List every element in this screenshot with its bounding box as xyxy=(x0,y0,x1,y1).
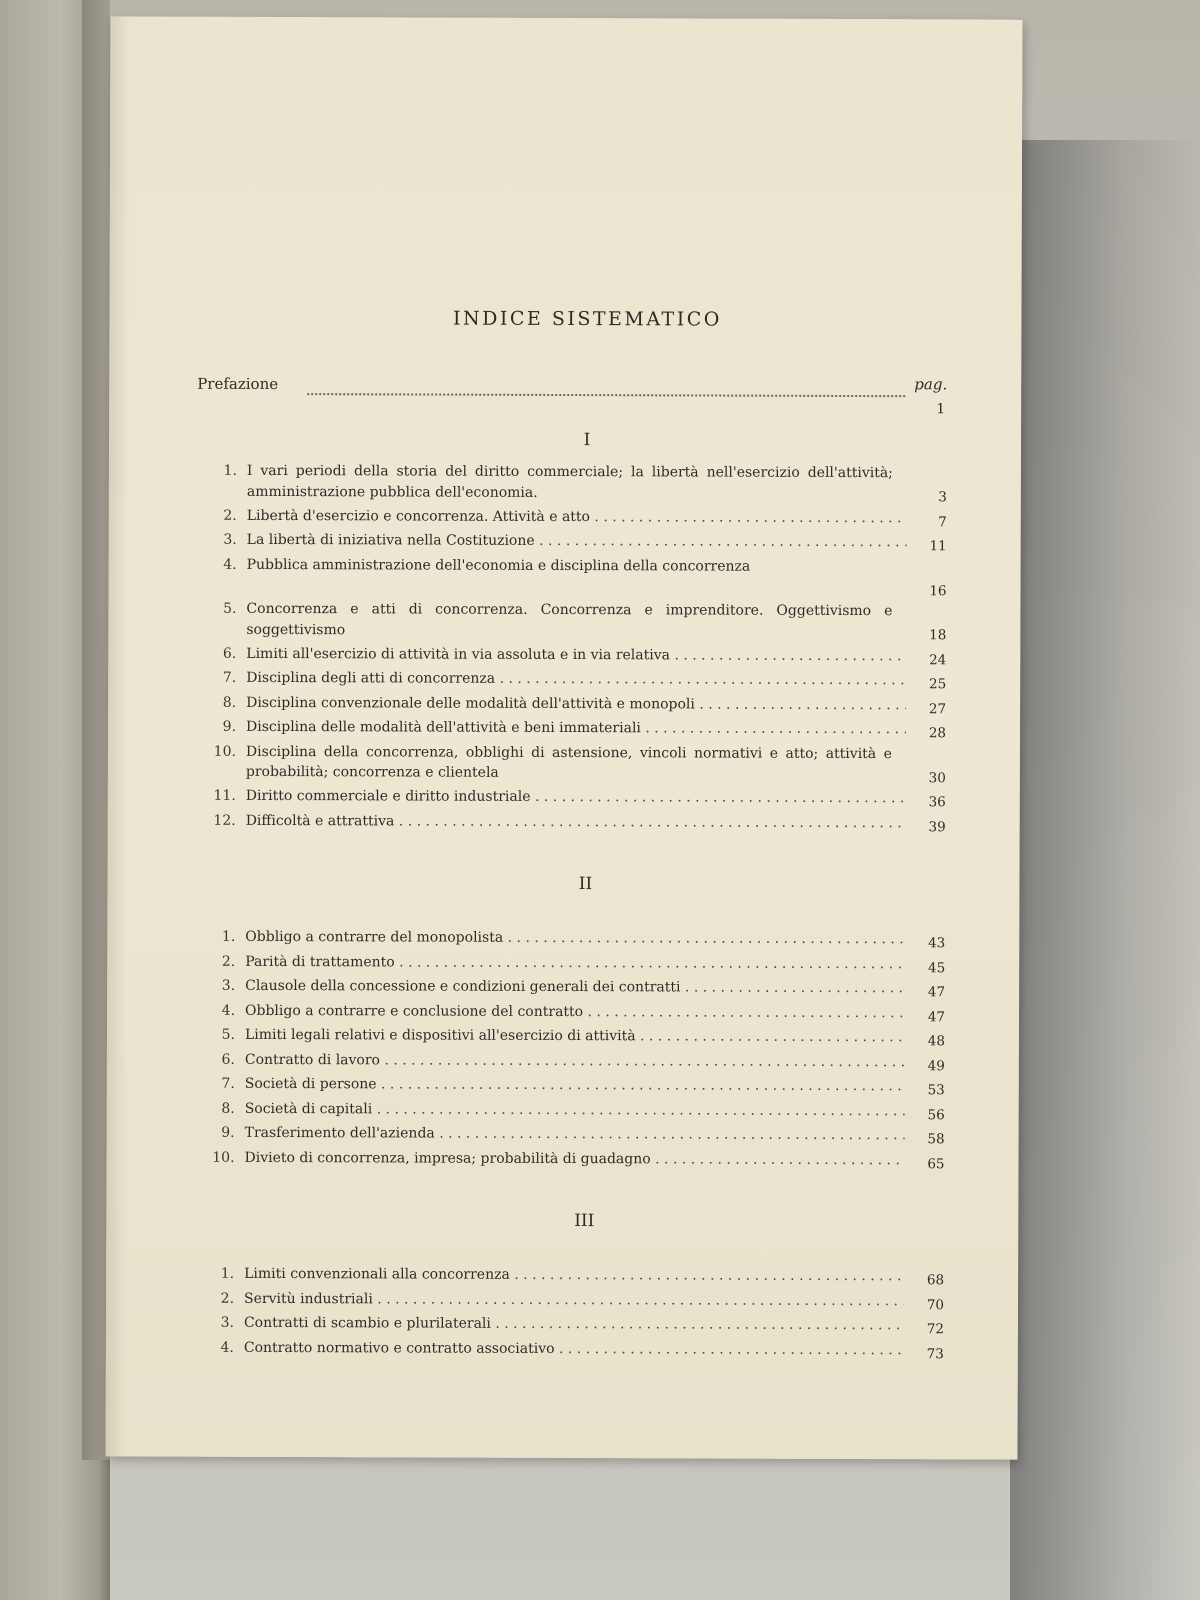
entry-page: 18 xyxy=(929,627,947,644)
entry-number: 8. xyxy=(221,1100,235,1117)
toc-entry xyxy=(195,1123,945,1150)
entry-title: Disciplina degli atti di concorrenza . . . xyxy=(236,668,906,691)
entry-page: 25 xyxy=(928,676,947,693)
toc-entry xyxy=(196,554,946,601)
entry-title: Pubblica amministrazione dell'economia e disciplina della concorrenza xyxy=(246,556,751,575)
entry-number: 1. xyxy=(223,462,237,479)
entry-page: 48 xyxy=(927,1033,945,1050)
entry-title: I vari periodi della storia del diritto commerciale; la libertà nell'esercizio dell'attività; amministrazione pubblica dell'economia. xyxy=(246,462,893,501)
entry-number: 10. xyxy=(213,743,236,760)
section-spacer xyxy=(196,835,946,866)
entry-page: 7 xyxy=(938,513,947,530)
toc-entry xyxy=(196,692,946,719)
toc-entry xyxy=(195,1098,945,1125)
entry-title: Disciplina delle modalità dell'attività e beni immateriali . . . xyxy=(236,717,906,740)
preface-row xyxy=(197,375,947,422)
entry-page: 73 xyxy=(926,1345,944,1362)
section-heading-2: II xyxy=(578,874,593,895)
entry-page: 11 xyxy=(929,538,947,555)
entry-number: 10. xyxy=(212,1149,235,1166)
entry-number: 5. xyxy=(223,600,237,617)
entry-page: 45 xyxy=(927,959,946,976)
entry-page: 39 xyxy=(928,818,946,835)
entry-title: Contratto di lavoro . . . xyxy=(235,1049,905,1072)
entry-number: 3. xyxy=(221,977,236,994)
entry-page: 47 xyxy=(927,1008,946,1025)
pag-label: pag. xyxy=(914,375,948,394)
entry-title: Obbligo a contrarre del monopolista . . . xyxy=(235,927,905,950)
entry-title: Disciplina convenzionale delle modalità dell'attività e monopoli . . . xyxy=(236,692,906,715)
entry-number: 11. xyxy=(213,787,236,804)
toc-entry xyxy=(194,1337,944,1364)
dot-leader xyxy=(307,393,905,397)
entry-title: Società di persone . . . xyxy=(235,1074,905,1097)
toc-entry xyxy=(196,643,946,670)
entry-title: Limiti convenzionali alla concorrenza . . . xyxy=(234,1264,904,1287)
entry-page: 3 xyxy=(938,489,947,506)
heading-spacer xyxy=(194,1242,944,1267)
toc-entry xyxy=(197,461,947,508)
book-page xyxy=(105,16,1022,1459)
entry-page: 24 xyxy=(929,651,947,668)
page-shadow xyxy=(1010,140,1200,1600)
entry-title: Divieto di concorrenza, impresa; probabilità di guadagno . . . xyxy=(234,1147,904,1170)
entry-number: 2. xyxy=(223,507,237,524)
entry-page: 56 xyxy=(927,1106,945,1123)
entry-number: 7. xyxy=(221,1075,235,1092)
entry-number: 2. xyxy=(220,1290,235,1307)
entry-number: 4. xyxy=(223,556,237,573)
entry-number: 4. xyxy=(221,1002,236,1019)
entry-page: 70 xyxy=(926,1296,945,1313)
entry-number: 9. xyxy=(221,1124,235,1141)
entry-title: Contratti di scambio e plurilaterali . . . xyxy=(234,1313,904,1336)
entry-title: Clausole della concessione e condizioni generali dei contratti . . . xyxy=(235,976,905,999)
entry-title: Libertà d'esercizio e concorrenza. Attività e atto . . . xyxy=(237,505,907,528)
entry-number: 12. xyxy=(213,812,236,829)
entry-number: 3. xyxy=(220,1314,234,1331)
entry-number: 1. xyxy=(221,928,236,945)
entry-number: 9. xyxy=(222,718,237,735)
entry-page: 28 xyxy=(928,725,947,742)
entry-title: Disciplina della concorrenza, obblighi di astensione, vincoli normativi e atto; attività e probabilità; concorrenza e clientela xyxy=(245,743,892,781)
entry-title: Trasferimento dell'azienda . . . xyxy=(235,1123,905,1146)
entry-page: 30 xyxy=(928,769,946,786)
entry-number: 3. xyxy=(223,531,237,548)
toc-entry xyxy=(196,668,946,695)
entry-number: 4. xyxy=(220,1339,234,1356)
toc-entry xyxy=(194,1288,944,1315)
entry-title: Obbligo a contrarre e conclusione del contratto . . . xyxy=(235,1000,905,1023)
entry-number: 2. xyxy=(221,953,236,970)
entry-page: 68 xyxy=(926,1272,945,1289)
toc-entry xyxy=(195,1000,945,1027)
entry-number: 6. xyxy=(222,645,237,662)
entry-title: Diritto commerciale e diritto industriale . . . xyxy=(236,786,906,809)
table-of-contents xyxy=(194,307,948,1365)
section-3-list xyxy=(194,1264,944,1365)
entry-number: 7. xyxy=(222,669,237,686)
heading-spacer xyxy=(195,905,945,930)
entry-title: Limiti all'esercizio di attività in via assoluta e in via relativa . . . xyxy=(236,643,906,666)
page-gutter xyxy=(105,16,130,1456)
toc-entry xyxy=(195,927,945,954)
page-title: INDICE SISTEMATICO xyxy=(453,307,722,331)
preface-label: Prefazione xyxy=(197,374,279,393)
entry-number: 1. xyxy=(220,1265,235,1282)
toc-entry xyxy=(197,505,947,532)
entry-title: Parità di trattamento . . . xyxy=(235,951,905,974)
entry-page: 53 xyxy=(927,1082,945,1099)
toc-entry xyxy=(194,1264,944,1291)
toc-entry xyxy=(194,1313,944,1340)
toc-entry xyxy=(194,1147,944,1174)
entry-number: 6. xyxy=(221,1051,235,1068)
entry-number: 8. xyxy=(222,694,237,711)
entry-title: Società di capitali . . . xyxy=(235,1098,905,1121)
preface-page: 1 xyxy=(936,401,946,418)
section-heading-1: I xyxy=(583,430,591,451)
toc-entry xyxy=(195,1074,945,1101)
section-spacer xyxy=(194,1172,944,1203)
section-2-list xyxy=(194,927,945,1175)
toc-entry xyxy=(196,717,946,744)
toc-entry xyxy=(197,530,947,557)
entry-page: 58 xyxy=(927,1131,945,1148)
entry-page: 47 xyxy=(927,984,946,1001)
toc-entry xyxy=(196,810,946,837)
entry-page: 27 xyxy=(928,700,947,717)
entry-title: Servitù industriali . . . xyxy=(234,1288,904,1311)
entry-title: Concorrenza e atti di concorrenza. Concorrenza e imprenditore. Oggettivismo e soggettivismo xyxy=(246,600,893,638)
toc-entry xyxy=(195,1049,945,1076)
entry-page: 65 xyxy=(927,1155,945,1172)
entry-title: Limiti legali relativi e dispositivi all'esercizio di attività . . . xyxy=(235,1025,905,1048)
entry-page: 36 xyxy=(928,794,946,811)
toc-entry xyxy=(195,951,945,978)
book-cover-edge xyxy=(0,0,110,1600)
section-1-list xyxy=(196,461,947,838)
entry-page: 49 xyxy=(927,1057,945,1074)
toc-entry xyxy=(195,1025,945,1052)
toc-entry xyxy=(195,976,945,1003)
entry-title: Difficoltà e attrattiva . . . xyxy=(236,810,906,833)
entry-number: 5. xyxy=(221,1026,235,1043)
entry-title: Contratto normativo e contratto associativo . . . xyxy=(234,1337,904,1360)
toc-entry xyxy=(196,741,946,788)
entry-page: 43 xyxy=(928,935,946,952)
toc-entry xyxy=(196,599,946,646)
entry-page: 72 xyxy=(926,1321,944,1338)
entry-page: 16 xyxy=(929,582,947,599)
section-heading-3: III xyxy=(574,1211,595,1232)
entry-title: La libertà di iniziativa nella Costituzione . . . xyxy=(237,530,907,553)
toc-entry xyxy=(196,786,946,813)
